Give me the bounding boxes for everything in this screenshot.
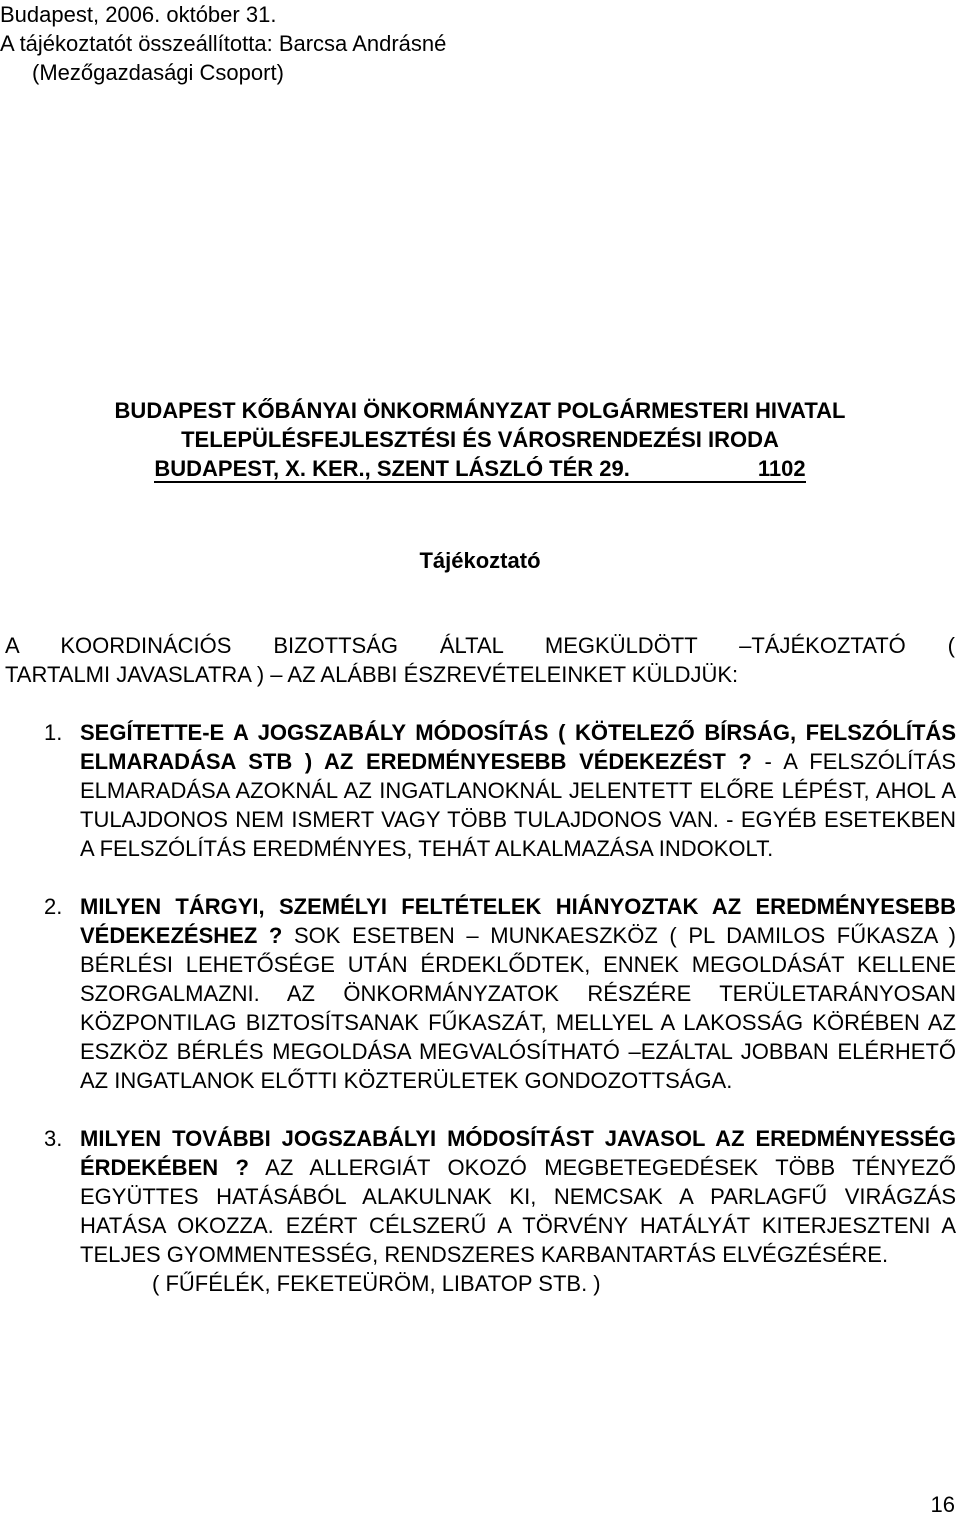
list-item bbox=[44, 1124, 956, 1298]
list-item bbox=[44, 892, 956, 1095]
page-number: 16 bbox=[930, 1492, 955, 1517]
intro-line-2: TARTALMI JAVASLATRA ) – AZ ALÁBBI ÉSZREVÉTELEINKET KÜLDJÜK: bbox=[5, 662, 739, 687]
item-extra: ( FŰFÉLÉK, FEKETEÜRÖM, LIBATOP STB. ) bbox=[152, 1271, 601, 1296]
office-name: BUDAPEST KŐBÁNYAI ÖNKORMÁNYZAT POLGÁRMESTERI HIVATAL bbox=[114, 398, 846, 423]
item-number: 1. bbox=[44, 720, 63, 745]
item-question: MILYEN TOVÁBBI JOGSZABÁLYI MÓDOSÍTÁST JAVASOL AZ EREDMÉNYESSÉG ÉRDEKÉBEN ? bbox=[80, 1126, 956, 1180]
office-address bbox=[154, 456, 805, 483]
date-line: Budapest, 2006. október 31. bbox=[0, 2, 277, 27]
item-text bbox=[80, 892, 956, 1095]
intro-paragraph bbox=[5, 631, 955, 689]
intro-line-1: A KOORDINÁCIÓS BIZOTTSÁG ÁLTAL MEGKÜLDÖTT –TÁJÉKOZTATÓ ( bbox=[5, 633, 955, 658]
question-list bbox=[44, 718, 956, 1298]
item-question: SEGÍTETTE-E A JOGSZABÁLY MÓDOSÍTÁS ( KÖTELEZŐ BÍRSÁG, FELSZÓLÍTÁS ELMARADÁSA STB ) AZ EREDMÉNYESEBB VÉDEKEZÉST ? bbox=[80, 720, 956, 774]
item-question: MILYEN TÁRGYI, SZEMÉLYI FELTÉTELEK HIÁNYOZTAK AZ EREDMÉNYESEBB VÉDEKEZÉSHEZ ? bbox=[80, 894, 956, 948]
item-answer: SOK ESETBEN – MUNKAESZKÖZ ( PL DAMILOS FŰKASZA ) BÉRLÉSI LEHETŐSÉGE UTÁN ÉRDEKLŐDTEK, ENNEK MEGOLDÁSÁT KELLENE SZORGALMAZNI. AZ ÖNKORMÁNYZATOK RÉSZÉRE TERÜLETARÁNYOSAN KÖZPONTILAG BIZTOSÍTSANAK FŰKASZÁT, MELLYEL A LAKOSSÁG KÖRÉBEN AZ ESZKÖZ BÉRLÉS MEGOLDÁSA MEGVALÓSÍTHATÓ –EZÁLTAL JOBBAN ELÉRHETŐ AZ INGATLANOK ELŐTTI KÖZTERÜLETEK GONDOZOTTSÁGA. bbox=[80, 923, 956, 1093]
office-street: BUDAPEST, X. KER., SZENT LÁSZLÓ TÉR 29. bbox=[154, 456, 630, 481]
item-number: 2. bbox=[44, 894, 63, 919]
office-department: TELEPÜLÉSFEJLESZTÉSI ÉS VÁROSRENDEZÉSI IRODA bbox=[181, 427, 779, 452]
author-line: A tájékoztatót összeállította: Barcsa Andrásné bbox=[0, 31, 447, 56]
document-header bbox=[0, 0, 446, 87]
item-text bbox=[80, 718, 956, 863]
item-answer: AZ ALLERGIÁT OKOZÓ MEGBETEGEDÉSEK TÖBB TÉNYEZŐ EGYÜTTES HATÁSÁBÓL ALAKULNAK KI, NEMCSAK A PARLAGFŰ VIRÁGZÁS HATÁSA OKOZZA. EZÉRT CÉLSZERŰ A TÖRVÉNY HATÁLYÁT KITERJESZTENI A TELJES GYOMMENTESSÉG, RENDSZERES KARBANTARTÁS ELVÉGZÉSÉRE. bbox=[80, 1155, 956, 1267]
office-address-line bbox=[0, 454, 960, 483]
item-text bbox=[80, 1124, 956, 1298]
item-answer: - A FELSZÓLÍTÁS ELMARADÁSA AZOKNÁL AZ INGATLANOKNÁL JELENTETT ELŐRE LÉPÉST, AHOL A TULAJDONOS NEM ISMERT VAGY TÖBB TULAJDONOS VAN. - EGYÉB ESETEKBEN A FELSZÓLÍTÁS EREDMÉNYES, TEHÁT ALKALMAZÁSA INDOKOLT. bbox=[80, 749, 957, 861]
list-item bbox=[44, 718, 956, 863]
office-block bbox=[0, 396, 960, 483]
office-zip: 1102 bbox=[757, 456, 806, 481]
group-line: (Mezőgazdasági Csoport) bbox=[32, 60, 284, 85]
item-number: 3. bbox=[44, 1126, 63, 1151]
document-title: Tájékoztató bbox=[419, 548, 541, 573]
